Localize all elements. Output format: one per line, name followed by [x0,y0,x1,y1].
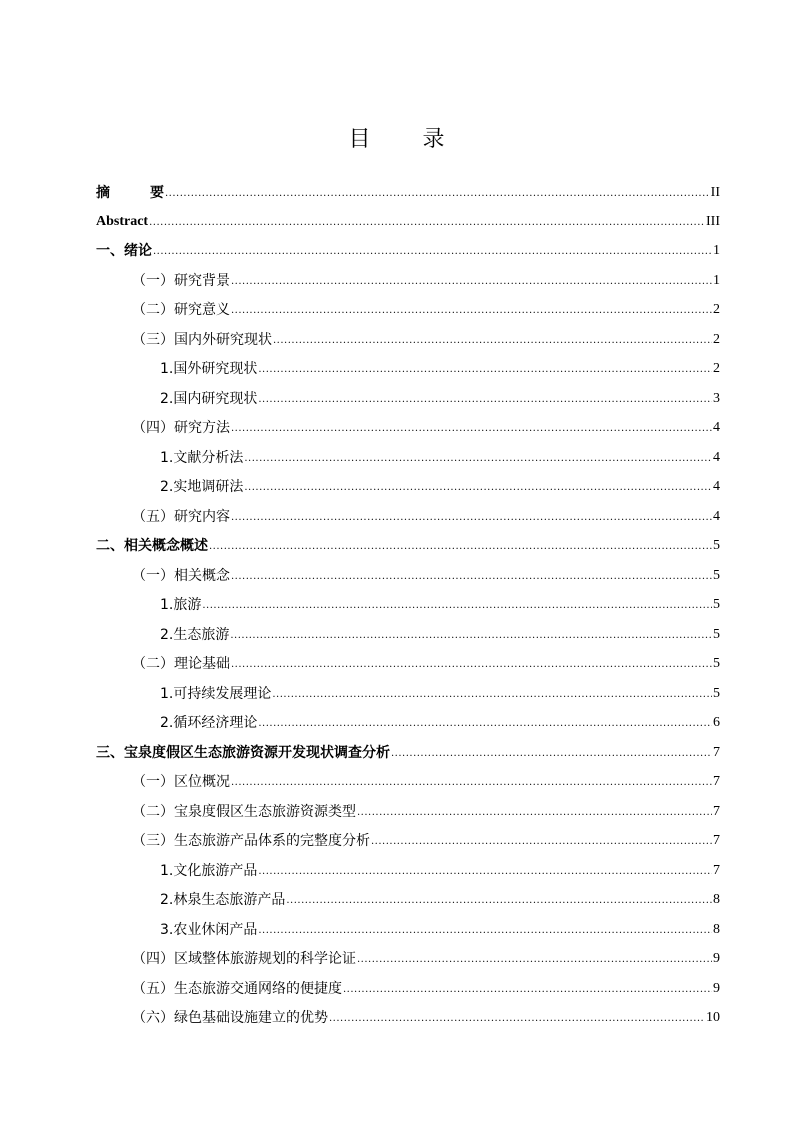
toc-entry[interactable] [96,533,720,555]
toc-entry-abstract-en[interactable] [96,209,720,231]
toc-entry[interactable] [96,238,720,260]
toc-entry-page: III [706,214,720,229]
toc-entry-label: 一、绪论 [96,243,152,259]
leader-dots [231,274,712,290]
leader-dots [357,952,712,968]
toc-entry-label: （五）生态旅游交通网络的便捷度 [132,981,342,997]
toc-entry-label: （二）研究意义 [132,302,230,318]
toc-entry[interactable] [132,769,720,791]
toc-entry[interactable] [160,887,720,909]
toc-entry-label: 1.文化旅游产品 [160,863,258,879]
leader-dots [343,982,712,998]
toc-entry-page: 2 [713,332,720,347]
toc-entry-label: （五）研究内容 [132,509,230,525]
leader-dots [371,834,712,850]
leader-dots [258,864,712,880]
title-char-1: 目 [348,127,371,152]
toc-entry-label: 2.循环经济理论 [160,715,258,731]
toc-entry-page: 7 [713,863,720,878]
toc-entry-label: 2.生态旅游 [160,627,230,643]
toc-entry-label: 3.农业休闲产品 [160,922,258,938]
toc-entry[interactable] [160,445,720,467]
toc-entry-page: 7 [713,774,720,789]
leader-dots [231,510,712,526]
toc-entry-label: （一）区位概况 [132,774,230,790]
toc-entry-page: 5 [713,597,720,612]
toc-entry-label: 二、相关概念概述 [96,538,208,554]
toc-entry-page: 3 [713,391,720,406]
toc-entry[interactable] [160,386,720,408]
toc-entry[interactable] [132,651,720,673]
toc-entry-page: 5 [713,656,720,671]
toc-entry-page: 10 [706,1010,720,1025]
leader-dots [273,333,712,349]
toc-entry-label: （四）区域整体旅游规划的科学论证 [132,951,356,967]
toc-entry[interactable] [132,799,720,821]
toc-entry-label: （三）生态旅游产品体系的完整度分析 [132,833,370,849]
leader-dots [286,893,712,909]
leader-dots [258,923,712,939]
toc-entry-label: Abstract [96,214,149,229]
toc-entry-page: 9 [713,951,720,966]
toc-entry-page: 5 [713,538,720,553]
toc-entry[interactable] [160,356,720,378]
toc-entry[interactable] [132,563,720,585]
leader-dots [258,716,712,732]
toc-entry-page: 4 [713,450,720,465]
toc-entry-label: 摘 要 [96,185,164,201]
leader-dots [258,392,712,408]
toc-entry-label: 1.旅游 [160,597,202,613]
toc-entry-label: 1.文献分析法 [160,450,244,466]
toc-entry[interactable] [132,1005,720,1027]
toc-entry-page: 5 [713,627,720,642]
toc-entry[interactable] [132,327,720,349]
toc-entry[interactable] [96,740,720,762]
toc-entry-label: （二）理论基础 [132,656,230,672]
leader-dots [244,480,712,496]
toc-entry-label: 2.林泉生态旅游产品 [160,892,286,908]
toc-entry-label: （一）研究背景 [132,273,230,289]
toc-entry[interactable] [160,474,720,496]
leader-dots [231,569,712,585]
leader-dots [231,775,712,791]
toc-entry-page: 7 [713,833,720,848]
toc-entry-abstract-cn[interactable] [96,180,720,202]
leader-dots [329,1011,705,1027]
toc-entry-page: 8 [713,922,720,937]
toc-entry[interactable] [160,622,720,644]
toc-entry-page: 4 [713,509,720,524]
toc-entry-page: 1 [713,243,720,258]
toc-entry-label: （六）绿色基础设施建立的优势 [132,1010,328,1026]
toc-entry[interactable] [132,415,720,437]
toc-entry[interactable] [160,710,720,732]
toc-entry-page: 8 [713,892,720,907]
toc-entry-label: 三、宝泉度假区生态旅游资源开发现状调查分析 [96,745,390,761]
toc-entry[interactable] [160,592,720,614]
toc-entry[interactable] [160,858,720,880]
leader-dots [357,805,712,821]
toc-entry[interactable] [132,268,720,290]
toc-entry-page: 2 [713,302,720,317]
leader-dots [165,186,710,202]
toc-entry-page: II [710,185,720,200]
page-title [0,122,793,153]
toc-entry-label: （一）相关概念 [132,568,230,584]
toc-entry-page: 5 [713,568,720,583]
leader-dots [209,539,712,555]
leader-dots [149,215,705,231]
leader-dots [153,244,712,260]
toc-entry-label: 2.国内研究现状 [160,391,258,407]
title-char-2: 录 [422,127,445,152]
toc-entry[interactable] [132,828,720,850]
leader-dots [272,687,712,703]
toc-entry-page: 6 [713,715,720,730]
toc-entry-page: 7 [713,804,720,819]
toc-entry-page: 1 [713,273,720,288]
leader-dots [391,746,712,762]
toc-entry-page: 4 [713,479,720,494]
toc-entry[interactable] [132,946,720,968]
toc-entry-page: 7 [713,745,720,760]
toc-entry-label: 1.可持续发展理论 [160,686,272,702]
leader-dots [231,657,712,673]
toc-entry-page: 2 [713,361,720,376]
toc-entry[interactable] [132,976,720,998]
leader-dots [244,451,712,467]
leader-dots [258,362,712,378]
toc-entry-label: 2.实地调研法 [160,479,244,495]
toc-entry-label: （四）研究方法 [132,420,230,436]
toc-entry-label: 1.国外研究现状 [160,361,258,377]
leader-dots [230,628,712,644]
toc-entry-page: 4 [713,420,720,435]
leader-dots [231,303,712,319]
toc-entry-page: 5 [713,686,720,701]
toc-entry[interactable] [160,917,720,939]
toc-entry[interactable] [132,504,720,526]
toc-entry[interactable] [160,681,720,703]
toc-entry-label: （三）国内外研究现状 [132,332,272,348]
toc-entry[interactable] [132,297,720,319]
leader-dots [202,598,712,614]
toc-entry-label: （二）宝泉度假区生态旅游资源类型 [132,804,356,820]
toc-entry-page: 9 [713,981,720,996]
leader-dots [231,421,712,437]
